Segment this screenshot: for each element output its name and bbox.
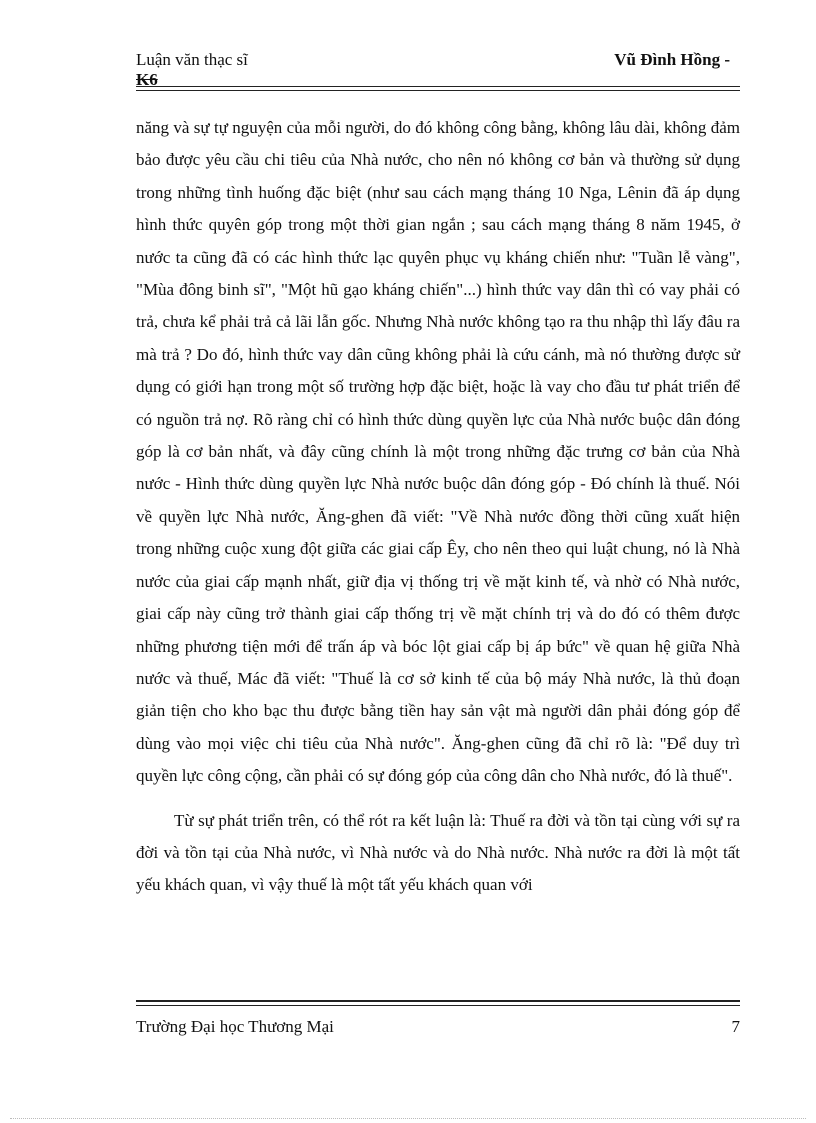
header-author: Vũ Đình Hồng - (614, 50, 730, 69)
paragraph: năng và sự tự nguyện của mỗi người, do đó không công bằng, không lâu dài, không đảm bảo được yêu cầu chi tiêu của Nhà nước, cho nên nó không cơ bản và thường sử dụng trong những tình huống đặc biệt (như sau cách mạng tháng 10 Nga, Lênin đã áp dụng hình thức quyên góp trong một thời gian ngắn ; sau cách mạng tháng 8 năm 1945, ở nước ta cũng đã có các hình thức lạc quyên phục vụ kháng chiến như: "Tuần lễ vàng", "Mùa đông binh sĩ", "Một hũ gạo kháng chiến"...) hình thức vay dân thì có vay phải có trả, chưa kể phải trả cả lãi lẫn gốc. Nhưng Nhà nước không tạo ra thu nhập thì lấy đâu ra mà trả ? Do đó, hình thức vay dân cũng không phải là cứu cánh, mà nó thường được sử dụng có giới hạn trong một số trường hợp đặc biệt, hoặc là vay cho đầu tư phát triển để có nguồn trả nợ. Rõ ràng chỉ có hình thức dùng quyền lực của Nhà nước buộc dân đóng góp là cơ bản nhất, và đây cũng chính là một trong những đặc trưng cơ bản của Nhà nước - Hình thức dùng quyền lực Nhà nước buộc dân đóng góp - Đó chính là thuế. Nói về quyền lực Nhà nước, Ăng-ghen đã viết: "Về Nhà nước đồng thời cũng xuất hiện trong những cuộc xung đột giữa các giai cấp Êy, cho nên theo qui luật chung, nó là Nhà nước của giai cấp mạnh nhất, giữ địa vị thống trị về mặt kinh tế, và nhờ có Nhà nước, giai cấp này cũng trở thành giai cấp thống trị về mặt chính trị và do đó có thêm được những phương tiện mới để trấn áp và bóc lột giai cấp bị áp bức" về quan hệ giữa Nhà nước và thuế, Mác đã viết: "Thuế là cơ sở kinh tế của bộ máy Nhà nước, là thủ đoạn giản tiện cho kho bạc thu được bằng tiền hay sản vật mà người dân phải đóng góp để dùng vào mọi việc chi tiêu của Nhà nước". Ăng-ghen cũng đã chỉ rõ là: "Để duy trì quyền lực công cộng, cần phải có sự đóng góp của công dân cho Nhà nước, đó là thuế". (136, 118, 740, 786)
header-left (136, 50, 248, 90)
footer-rule-top (136, 1000, 740, 1002)
paragraph: Từ sự phát triển trên, có thể rót ra kết luận là: Thuế ra đời và tồn tại cùng với sự ra đời và tồn tại của Nhà nước, vì Nhà nước và do Nhà nước. Nhà nước ra đời là một tất yếu khách quan, vì vậy thuế là một tất yếu khách quan với (136, 810, 740, 895)
header-rule-bottom (136, 90, 740, 91)
header-course-label: K6 (136, 70, 158, 89)
header-thesis-label: Luận văn thạc sĩ (136, 50, 248, 69)
page-number: 7 (731, 1017, 740, 1036)
footer-school: Trường Đại học Thương Mại (136, 1017, 334, 1036)
page-edge-divider (10, 1118, 806, 1119)
header-rule-top (136, 86, 740, 87)
body-text (136, 112, 740, 902)
footer-rule-bottom (136, 1005, 740, 1006)
